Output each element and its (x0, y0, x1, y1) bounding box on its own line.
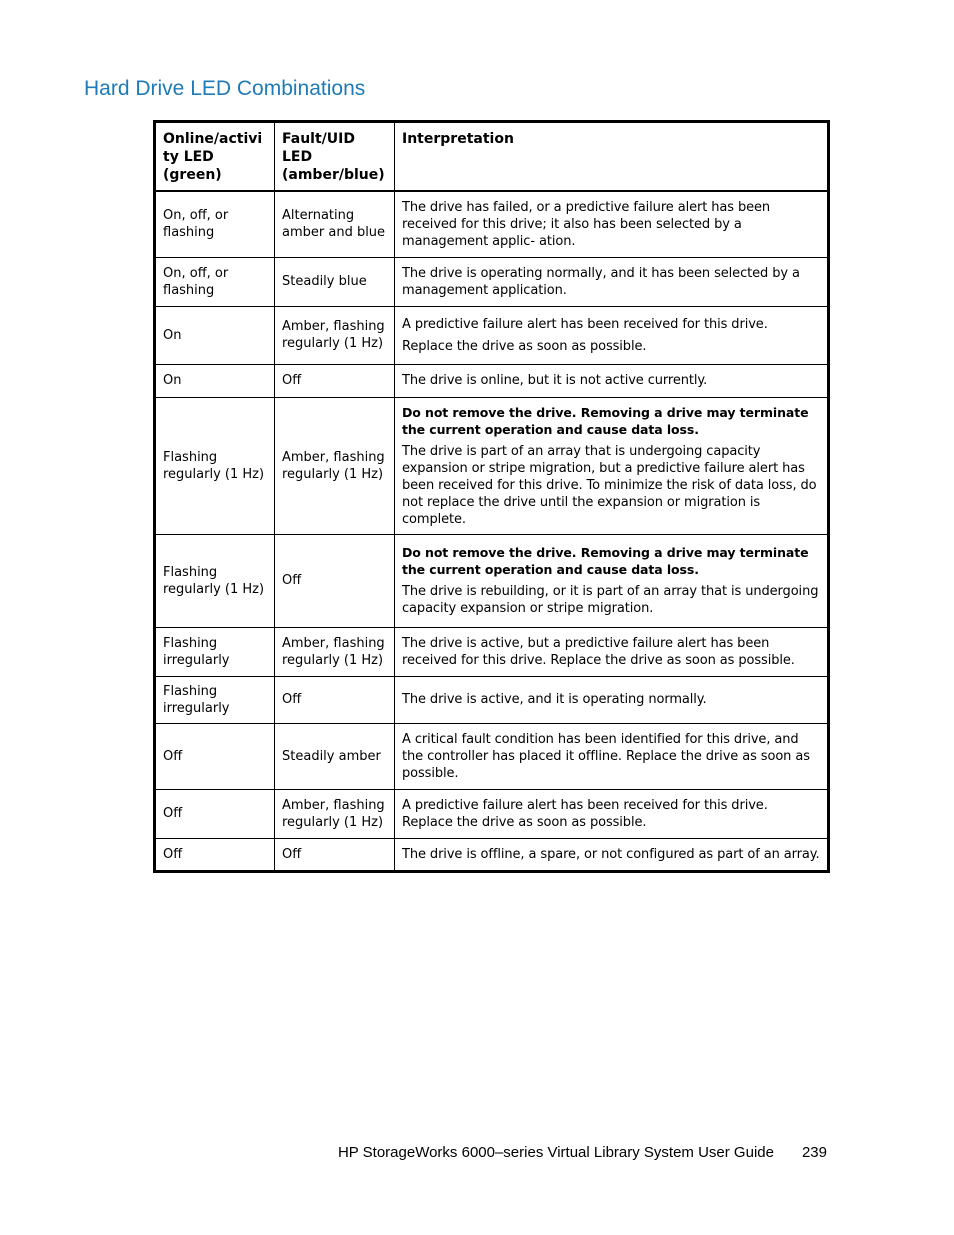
table-row (155, 191, 829, 257)
interpretation-warning: Do not remove the drive. Removing a drive may terminate the current operation and cause data loss. (402, 545, 809, 577)
cell-fault-led: Amber, flashing regularly (1 Hz) (275, 627, 395, 676)
interpretation-text: The drive is operating normally, and it has been selected by a management application. (402, 265, 800, 298)
table-row (155, 534, 829, 627)
interpretation-text: A predictive failure alert has been received for this drive. (402, 316, 768, 332)
interpretation-text: The drive is rebuilding, or it is part of an array that is undergoing capacity expansion or stripe migration. (402, 584, 819, 616)
interpretation-text: A predictive failure alert has been received for this drive. Replace the drive as soon as possible. (402, 797, 768, 830)
column-header-online: Online/activity LED (green) (155, 122, 275, 192)
interpretation-text: The drive has failed, or a predictive failure alert has been received for this drive; it also has been selected by a management applic- ation. (402, 199, 771, 249)
interpretation-text: The drive is part of an array that is undergoing capacity expansion or stripe migration, but a predictive failure alert has been received for this drive. To minimize the risk of data loss, do not replace the drive until the expansion or migration is complete. (402, 443, 817, 527)
interpretation-warning: Do not remove the drive. Removing a drive may terminate the current operation and cause data loss. (402, 404, 809, 437)
interpretation-text: A critical fault condition has been identified for this drive, and the controller has placed it offline. Replace the drive as soon as possible. (402, 731, 810, 781)
cell-online-led: On (155, 364, 275, 397)
cell-fault-led: Off (275, 364, 395, 397)
interpretation-text: The drive is online, but it is not active currently. (402, 373, 708, 388)
cell-fault-led: Off (275, 534, 395, 627)
cell-interpretation (395, 397, 829, 534)
cell-online-led: Off (155, 723, 275, 789)
table-row (155, 306, 829, 364)
table-row (155, 676, 829, 723)
cell-fault-led: Steadily blue (275, 257, 395, 306)
cell-interpretation (395, 364, 829, 397)
interpretation-text: The drive is active, and it is operating normally. (402, 692, 707, 707)
cell-online-led: Off (155, 838, 275, 871)
table-row (155, 789, 829, 838)
table-row (155, 397, 829, 534)
cell-online-led: On (155, 306, 275, 364)
table-row (155, 627, 829, 676)
cell-interpretation (395, 723, 829, 789)
interpretation-text: The drive is offline, a spare, or not configured as part of an array. (402, 846, 820, 862)
cell-online-led: Off (155, 789, 275, 838)
cell-online-led: Flashing regularly (1 Hz) (155, 397, 275, 534)
page-footer (338, 1143, 827, 1163)
page-number: 239 (801, 1144, 827, 1161)
cell-interpretation (395, 257, 829, 306)
cell-fault-led: Off (275, 838, 395, 871)
table-row (155, 257, 829, 306)
led-combinations-table (153, 120, 830, 873)
cell-interpretation (395, 789, 829, 838)
cell-interpretation (395, 534, 829, 627)
cell-interpretation (395, 191, 829, 257)
table-row (155, 838, 829, 871)
cell-fault-led: Alternating amber and blue (275, 191, 395, 257)
cell-fault-led: Amber, flashing regularly (1 Hz) (275, 397, 395, 534)
cell-online-led: Flashing regularly (1 Hz) (155, 534, 275, 627)
cell-online-led: Flashing irregularly (155, 676, 275, 723)
table-row (155, 364, 829, 397)
footer-guide-title: HP StorageWorks 6000–series Virtual Library System User Guide (337, 1144, 774, 1161)
table-row (155, 723, 829, 789)
interpretation-text: The drive is active, but a predictive failure alert has been received for this drive. Replace the drive as soon as possible. (402, 635, 795, 668)
cell-online-led: Flashing irregularly (155, 627, 275, 676)
cell-interpretation (395, 676, 829, 723)
cell-interpretation (395, 306, 829, 364)
cell-interpretation (395, 627, 829, 676)
table-body (155, 191, 829, 871)
cell-fault-led: Off (275, 676, 395, 723)
column-header-interpretation: Interpretation (395, 122, 829, 192)
cell-fault-led: Amber, flashing regularly (1 Hz) (275, 789, 395, 838)
cell-fault-led: Steadily amber (275, 723, 395, 789)
interpretation-text-secondary: Replace the drive as soon as possible. (402, 338, 647, 354)
page-title: Hard Drive LED Combinations (84, 77, 366, 100)
cell-online-led: On, off, or flashing (155, 191, 275, 257)
cell-online-led: On, off, or flashing (155, 257, 275, 306)
cell-fault-led: Amber, flashing regularly (1 Hz) (275, 306, 395, 364)
cell-interpretation (395, 838, 829, 871)
column-header-fault: Fault/UID LED (amber/blue) (275, 122, 395, 192)
table-header-row (155, 122, 829, 192)
